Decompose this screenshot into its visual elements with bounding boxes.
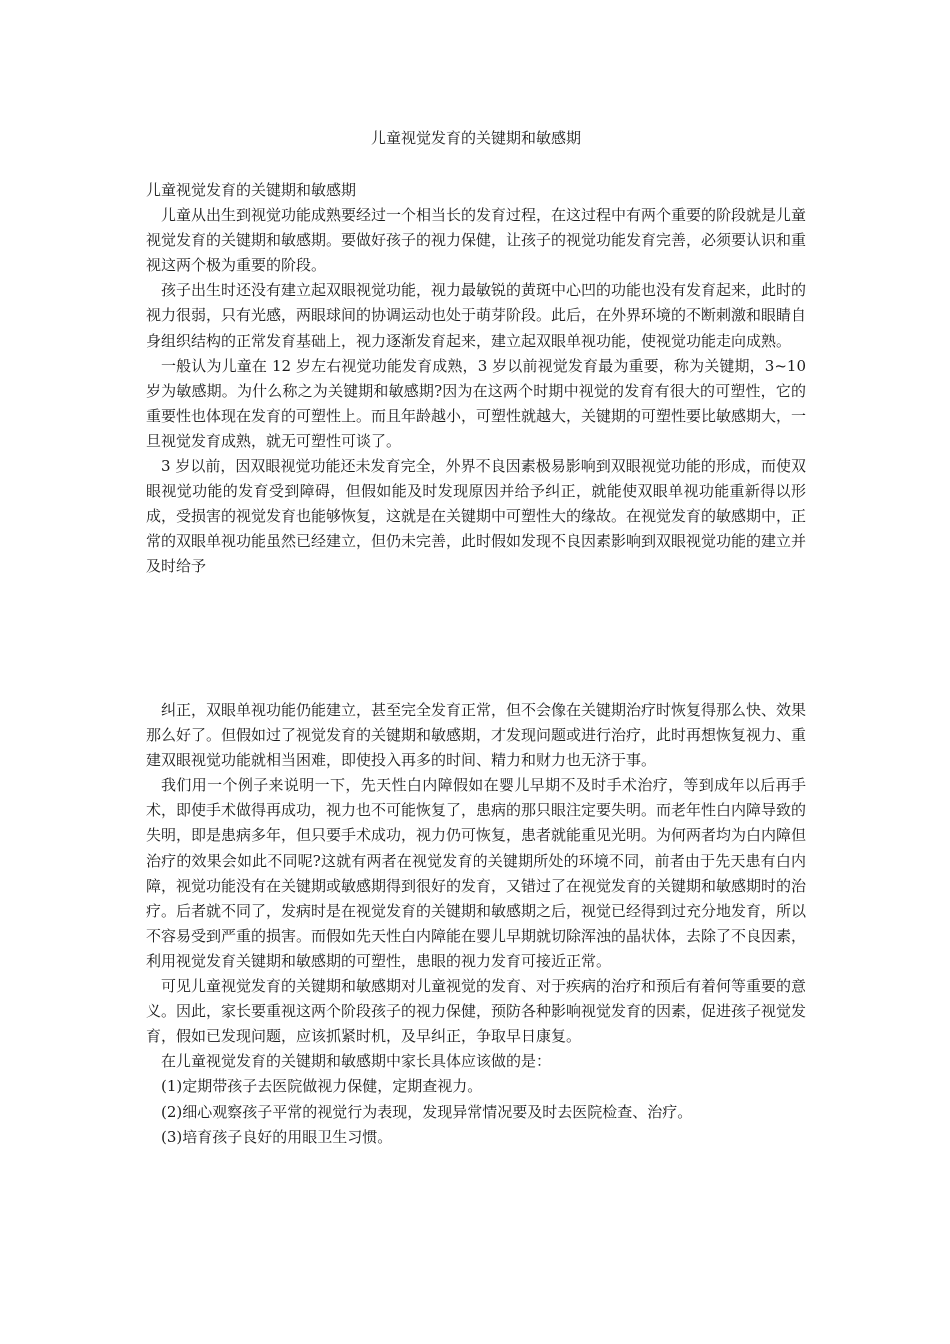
- paragraph-significance: 可见儿童视觉发育的关键期和敏感期对儿童视觉的发育、对于疾病的治疗和预后有着何等重要的意义。因此，家长要重视这两个阶段孩子的视力保健，预防各种影响视觉发育的因素，促进孩子视觉发育，假如已发现问题，应该抓紧时机，及早纠正，争取早日康复。: [146, 977, 807, 1046]
- paragraph-birth-vision: 孩子出生时还没有建立起双眼视觉功能，视力最敏锐的黄斑中心凹的功能也没有发育起来，此时的视力很弱，只有光感，两眼球间的协调运动也处于萌芽阶段。此后，在外界环境的不断刺激和眼睛自身组织结构的正常发育基础上，视力逐渐发育起来，建立起双眼单视功能，使视觉功能走向成熟。: [146, 281, 807, 350]
- text-block-lower: [146, 698, 806, 1150]
- paragraph-intro: 儿童从出生到视觉功能成熟要经过一个相当长的发育过程，在这过程中有两个重要的阶段就是儿童视觉发育的关键期和敏感期。要做好孩子的视力保健，让孩子的视觉功能发育完善，必须要认识和重视这两个极为重要的阶段。: [146, 206, 807, 275]
- paragraph-parent-actions: 在儿童视觉发育的关键期和敏感期中家长具体应该做的是：: [161, 1052, 552, 1071]
- paragraph-critical-period: 一般认为儿童在 12 岁左右视觉功能发育成熟，3 岁以前视觉发育最为重要，称为关键期，3~10 岁为敏感期。为什么称之为关键期和敏感期?因为在这两个时期中视觉的发育有很大的可塑性，它的重要性也体现在发育的可塑性上。而且年龄越小，可塑性就越大，关键期的可塑性要比敏感期大，一旦视觉发育成熟，就无可塑性可谈了。: [146, 356, 807, 450]
- document-page: [146, 0, 806, 1344]
- list-item: (2)细心观察孩子平常的视觉行为表现，发现异常情况要及时去医院检查、治疗。: [161, 1102, 693, 1121]
- text-block-upper: [146, 178, 806, 580]
- section-heading: 儿童视觉发育的关键期和敏感期: [146, 181, 357, 199]
- paragraph-correction: 纠正，双眼单视功能仍能建立，甚至完全发育正常，但不会像在关键期治疗时恢复得那么快、效果那么好了。但假如过了视觉发育的关键期和敏感期，才发现问题或进行治疗，此时再想恢复视力、重建双眼视觉功能就相当困难，即使投入再多的时间、精力和财力也无济于事。: [146, 701, 807, 770]
- paragraph-before-three: 3 岁以前，因双眼视觉功能还未发育完全，外界不良因素极易影响到双眼视觉功能的形成，而使双眼视觉功能的发育受到障碍，但假如能及时发现原因并给予纠正，就能使双眼单视功能重新得以形成，受损害的视觉发育也能够恢复，这就是在关键期中可塑性大的缘故。在视觉发育的敏感期中，正常的双眼单视功能虽然已经建立，但仍未完善，此时假如发现不良因素影响到双眼视觉功能的建立并及时给予: [146, 457, 807, 576]
- document-title: 儿童视觉发育的关键期和敏感期: [370, 129, 581, 147]
- list-item: (3)培育孩子良好的用眼卫生习惯。: [161, 1127, 393, 1146]
- list-item: (1)定期带孩子去医院做视力保健，定期查视力。: [161, 1077, 483, 1096]
- paragraph-cataract-example: 我们用一个例子来说明一下，先天性白内障假如在婴儿早期不及时手术治疗，等到成年以后再手术，即使手术做得再成功，视力也不可能恢复了，患病的那只眼注定要失明。而老年性白内障导致的失明，即是患病多年，但只要手术成功，视力仍可恢复，患者就能重见光明。为何两者均为白内障但治疗的效果会如此不同呢?这就有两者在视觉发育的关键期所处的环境不同，前者由于先天患有白内障，视觉功能没有在关键期或敏感期得到很好的发育，又错过了在视觉发育的关键期和敏感期时的治疗。后者就不同了，发病时是在视觉发育的关键期和敏感期之后，视觉已经得到过充分地发育，所以不容易受到严重的损害。而假如先天性白内障能在婴儿早期就切除浑浊的晶状体，去除了不良因素，利用视觉发育关键期和敏感期的可塑性，患眼的视力发育可接近正常。: [146, 776, 807, 970]
